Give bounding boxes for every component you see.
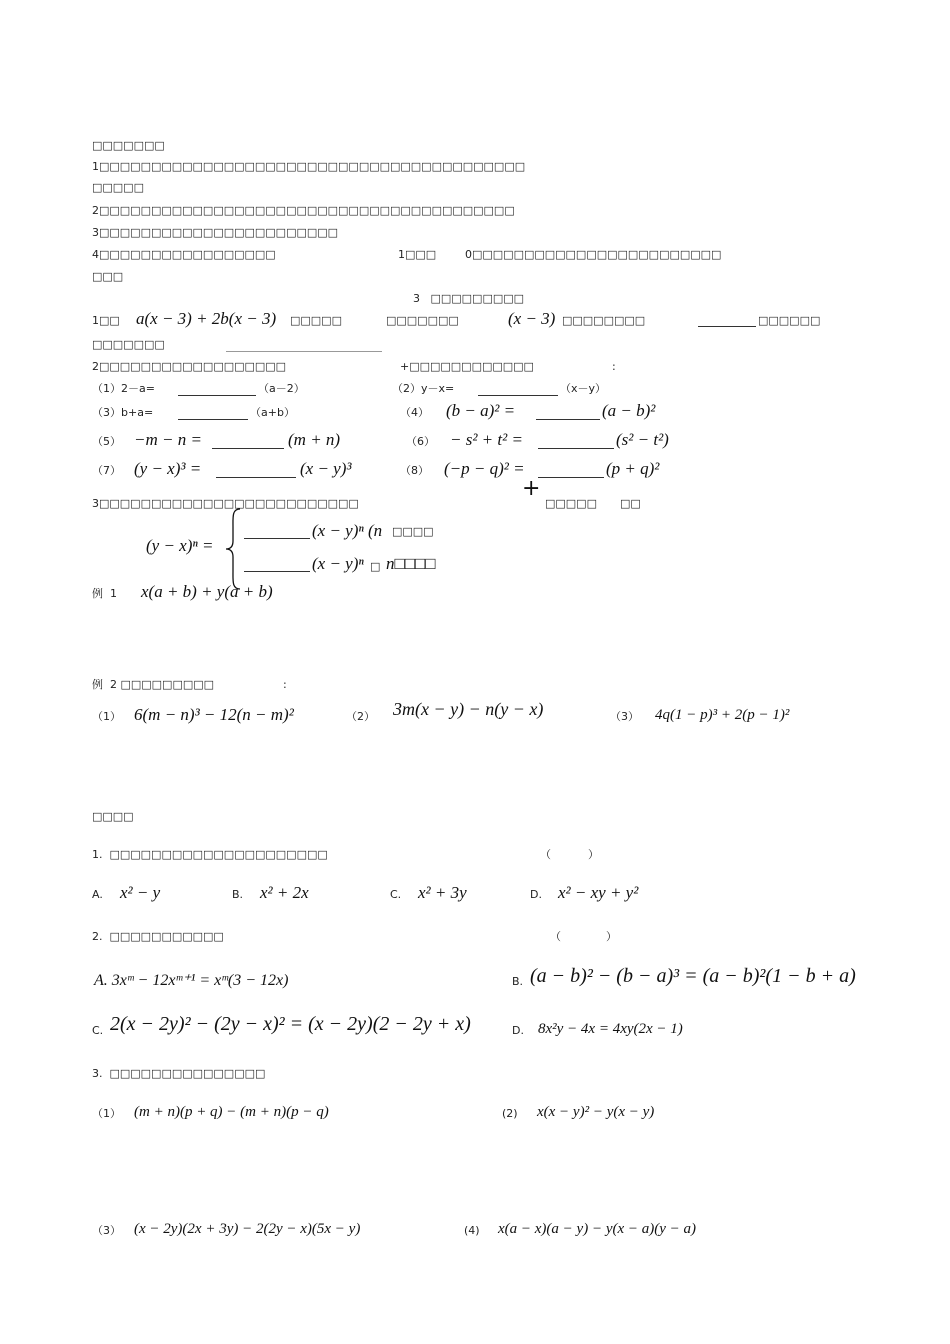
q3-3-label: （3） bbox=[92, 1224, 121, 1237]
q3-label: 3□□□□□□□□□□□□□□□□□□□□□□□□□ bbox=[92, 497, 359, 510]
option-d-expression: x² − xy + y² bbox=[558, 883, 639, 902]
fill-8-label: （8） bbox=[400, 464, 429, 477]
q1-text-4: □□□□□□ bbox=[758, 314, 821, 327]
q1-expression: a(x − 3) + 2b(x − 3) bbox=[136, 309, 277, 328]
q1-answer-blank[interactable] bbox=[698, 326, 756, 327]
fill-3-blank[interactable] bbox=[178, 419, 248, 420]
fill-7-lhs: (y − x)³ = bbox=[134, 459, 202, 478]
fill-7-label: （7） bbox=[92, 464, 121, 477]
fill-1-tail: （a－2） bbox=[258, 382, 305, 395]
fill-5-rhs: (m + n) bbox=[288, 430, 341, 449]
stray-plus-sign: + bbox=[522, 476, 541, 501]
q3-1-label: （1） bbox=[92, 1107, 121, 1120]
header-line-2: 1□□□□□□□□□□□□□□□□□□□□□□□□□□□□□□□□□□□□□□□□□ bbox=[92, 160, 526, 173]
fill-4-rhs: (a − b)² bbox=[602, 401, 656, 420]
fill-4-lhs: (b − a)² = bbox=[446, 401, 516, 420]
header-line-7: □□□ bbox=[92, 270, 124, 283]
section-title: 3 □□□□□□□□□ bbox=[413, 292, 525, 305]
option-c-label: C. bbox=[390, 888, 402, 901]
example-2-label: 例 2 □□□□□□□□□ bbox=[92, 678, 215, 691]
fill-8-lhs: (−p − q)² = bbox=[444, 459, 525, 478]
fill-2-tail: （x－y） bbox=[560, 382, 607, 395]
q3-text-3: □□ bbox=[620, 497, 641, 510]
q3-4-label: (4) bbox=[464, 1224, 480, 1237]
fill-5-blank[interactable] bbox=[212, 448, 284, 449]
q3-1-expression: (m + n)(p + q) − (m + n)(p − q) bbox=[134, 1104, 329, 1120]
q3-3-expression: (x − 2y)(2x + 3y) − 2(2y − x)(5x − y) bbox=[134, 1221, 361, 1237]
option-b-label: B. bbox=[232, 888, 244, 901]
header-line-3: □□□□□ bbox=[92, 181, 144, 194]
fill-8-blank[interactable] bbox=[538, 477, 604, 478]
q2-option-b-expression: (a − b)² − (b − a)³ = (a − b)²(1 − b + a) bbox=[530, 965, 856, 987]
practice-q1-paren-right: ） bbox=[588, 848, 599, 861]
q1-text-2: □□□□□□□ bbox=[386, 314, 459, 327]
q2-option-a: A. 3xᵐ − 12xᵐ⁺¹ = xᵐ(3 − 12x) bbox=[94, 972, 289, 989]
q2-option-b-label: B. bbox=[512, 975, 524, 988]
option-c-expression: x² + 3y bbox=[418, 883, 467, 902]
q3-2-expression: x(x − y)² − y(x − y) bbox=[537, 1104, 655, 1120]
fill-4-label: （4） bbox=[400, 406, 429, 419]
q3-blank-2[interactable] bbox=[244, 571, 310, 572]
practice-q2-paren-right: ） bbox=[606, 930, 617, 943]
q1-text-1: □□□□□ bbox=[290, 314, 342, 327]
q3-4-expression: x(a − x)(a − y) − y(x − a)(y − a) bbox=[498, 1221, 697, 1237]
fill-5-label: （5） bbox=[92, 435, 121, 448]
q3-text-2: □□□□□ bbox=[545, 497, 597, 510]
fill-6-blank[interactable] bbox=[538, 448, 614, 449]
brace-icon bbox=[224, 507, 244, 591]
q1-answer-blank-2[interactable] bbox=[226, 351, 382, 352]
fill-3-label: （3）b+a= bbox=[92, 406, 154, 419]
option-d-label: D. bbox=[530, 888, 542, 901]
example-2-3-expression: 4q(1 − p)³ + 2(p − 1)² bbox=[655, 707, 790, 723]
header-line-6b: 1□□□ bbox=[398, 248, 437, 261]
example-2-2-label: （2） bbox=[346, 710, 375, 723]
q3-case-2-comma: □ bbox=[370, 560, 381, 573]
practice-q2-paren-left: （ bbox=[550, 930, 561, 943]
practice-q1: 1. □□□□□□□□□□□□□□□□□□□□□ bbox=[92, 848, 328, 861]
fill-7-rhs: (x − y)³ bbox=[300, 459, 352, 478]
q2-plus-text: +□□□□□□□□□□□□ bbox=[400, 360, 534, 373]
practice-title: □□□□ bbox=[92, 810, 134, 823]
q3-case-1: (x − y)ⁿ (n bbox=[312, 521, 383, 540]
q2-option-d-expression: 8x²y − 4x = 4xy(2x − 1) bbox=[538, 1021, 683, 1037]
q1-label: 1□□ bbox=[92, 314, 120, 327]
example-2-3-label: （3） bbox=[610, 710, 639, 723]
fill-6-label: （6） bbox=[406, 435, 435, 448]
example-2-2-expression: 3m(x − y) − n(y − x) bbox=[393, 699, 544, 719]
q2-option-c-label: C. bbox=[92, 1024, 104, 1037]
q1-text-3: □□□□□□□□ bbox=[562, 314, 646, 327]
q2-label: 2□□□□□□□□□□□□□□□□□□ bbox=[92, 360, 287, 373]
q3-lhs: (y − x)ⁿ = bbox=[146, 536, 214, 555]
fill-2-label: （2）y－x= bbox=[392, 382, 455, 395]
q3-case-1-tail: □□□□ bbox=[392, 525, 434, 538]
fill-1-label: （1）2－a= bbox=[92, 382, 155, 395]
header-line-4: 2□□□□□□□□□□□□□□□□□□□□□□□□□□□□□□□□□□□□□□□□ bbox=[92, 204, 515, 217]
q3-case-2: (x − y)ⁿ bbox=[312, 554, 364, 573]
example-2-1-expression: 6(m − n)³ − 12(n − m)² bbox=[134, 705, 294, 724]
header-line-6a: 4□□□□□□□□□□□□□□□□□ bbox=[92, 248, 276, 261]
fill-6-rhs: (s² − t²) bbox=[616, 430, 669, 449]
fill-5-lhs: −m − n = bbox=[134, 430, 202, 449]
q3-blank-1[interactable] bbox=[244, 538, 310, 539]
option-a-expression: x² − y bbox=[120, 883, 161, 902]
q1-common-factor: (x − 3) bbox=[508, 309, 556, 328]
option-a-label: A. bbox=[92, 888, 103, 901]
header-line-5: 3□□□□□□□□□□□□□□□□□□□□□□□ bbox=[92, 226, 339, 239]
example-1-label: 例 1 bbox=[92, 587, 117, 600]
q2-colon: : bbox=[612, 360, 616, 373]
example-1-expression: x(a + b) + y(a + b) bbox=[141, 582, 273, 601]
fill-1-blank[interactable] bbox=[178, 395, 256, 396]
fill-7-blank[interactable] bbox=[216, 477, 296, 478]
fill-8-rhs: (p + q)² bbox=[606, 459, 660, 478]
example-2-colon: : bbox=[283, 678, 287, 691]
header-line-1: □□□□□□□ bbox=[92, 139, 165, 152]
q2-option-c-expression: 2(x − 2y)² − (2y − x)² = (x − 2y)(2 − 2y + x) bbox=[110, 1013, 471, 1035]
fill-2-blank[interactable] bbox=[478, 395, 558, 396]
example-2-1-label: （1） bbox=[92, 710, 121, 723]
practice-q1-paren-left: （ bbox=[540, 848, 551, 861]
option-b-expression: x² + 2x bbox=[260, 883, 309, 902]
practice-q2: 2. □□□□□□□□□□□ bbox=[92, 930, 224, 943]
fill-6-lhs: − s² + t² = bbox=[450, 430, 523, 449]
fill-3-tail: （a+b） bbox=[250, 406, 295, 419]
header-line-6c: 0□□□□□□□□□□□□□□□□□□□□□□□□ bbox=[465, 248, 722, 261]
q1-text-5: □□□□□□□ bbox=[92, 338, 165, 351]
q2-option-d-label: D. bbox=[512, 1024, 524, 1037]
q3-case-2-tail: n□□□□ bbox=[386, 554, 436, 573]
practice-q3: 3. □□□□□□□□□□□□□□□ bbox=[92, 1067, 266, 1080]
q3-2-label: (2) bbox=[502, 1107, 518, 1120]
fill-4-blank[interactable] bbox=[536, 419, 600, 420]
